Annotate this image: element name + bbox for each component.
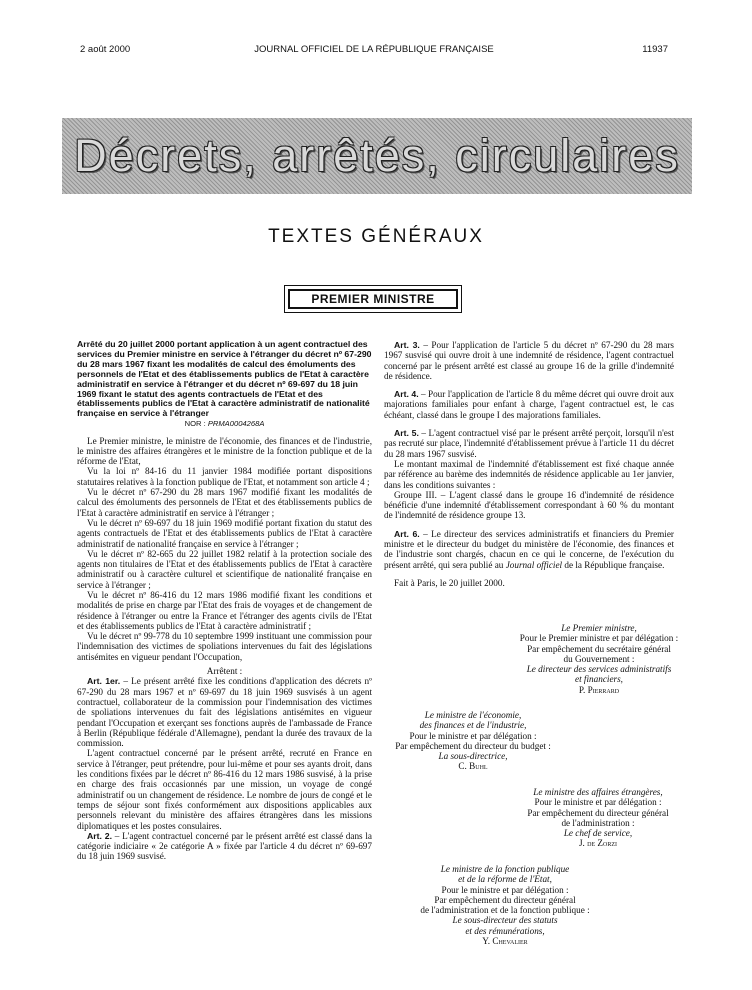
signature-premier-ministre bbox=[474, 623, 724, 695]
sig3-line: Le chef de service, bbox=[563, 828, 633, 839]
header-journal-title: JOURNAL OFFICIEL DE LA RÉPUBLIQUE FRANÇAISE bbox=[254, 44, 494, 55]
article-6-text: – Le directeur des services administratifs et financiers du Premier ministre et le directeur du budget du ministère de l'économie, des finances et de l'industrie sont chargés, chacun en ce qui le concerne, de l'exécution du présent arrêté, qui sera publié au bbox=[384, 528, 674, 570]
article-1 bbox=[77, 676, 372, 748]
sig1-line: Le directeur des services administratifs bbox=[526, 664, 672, 675]
visa-paragraph: Vu le décret nº 86-416 du 12 mars 1986 modifié fixant les conditions et modalités de prise en charge par l'Etat des frais de voyages et de changement de résidence à l'étranger ou entre la France et l'étranger des agents civils de l'Etat et des établissements publics de l'Etat à caractère administratif ; bbox=[77, 590, 372, 631]
ministry-title: PREMIER MINISTRE bbox=[288, 289, 458, 309]
article-3 bbox=[384, 340, 674, 381]
sig2-line: des finances et de l'industrie, bbox=[419, 720, 527, 731]
article-1-text: – Le présent arrêté fixe les conditions d'application des décrets nº 67-290 du 28 mars 1967 et nº 69-697 du 18 juin 1969 susvisés à un agent contractuel, collaborateur de la commission pour l'indemnisation des victimes de spoliations intervenues du fait des législations antisémites en vigueur pendant l'Occupation et exerçant ses fonctions auprès de l'ambassade de France à Berlin (République fédérale d'Allemagne), pendant la durée des travaux de la commission. bbox=[77, 676, 372, 749]
sig4-line: Le ministre de la fonction publique bbox=[440, 864, 570, 874]
article-6 bbox=[384, 529, 674, 570]
sig2-name: C. Buhl bbox=[458, 761, 488, 772]
article-5 bbox=[384, 428, 674, 459]
sig4-line: et de la réforme de l'Etat, bbox=[458, 874, 552, 885]
article-5-label: Art. 5. bbox=[394, 428, 419, 439]
banner-title: Décrets, arrêtés, circulaires bbox=[74, 130, 680, 181]
article-5-paragraph-3: Groupe III. – L'agent classé dans le groupe 16 d'indemnité de résidence bénéficie d'une indemnité d'établissement correspondant à 60 % du montant de l'indemnité de résidence groupe 13. bbox=[384, 489, 674, 521]
signature-ministre-affaires-etrangeres bbox=[488, 787, 708, 849]
signature-ministre-economie bbox=[363, 710, 583, 772]
page-header bbox=[80, 44, 668, 58]
sig4-line: Le sous-directeur des statuts bbox=[452, 915, 558, 926]
sig1-line: Le Premier ministre, bbox=[561, 623, 637, 633]
header-page-number: 11937 bbox=[642, 44, 668, 55]
nor-reference bbox=[77, 419, 372, 429]
article-4-text: – Pour l'application de l'article 8 du même décret qui ouvre droit aux majorations familiales pour enfant à charge, l'agent contractuel est, le cas échéant, classé dans le groupe I des majorations familiales. bbox=[384, 389, 674, 420]
left-column bbox=[77, 340, 372, 862]
sig2-line: Pour le ministre et par délégation : bbox=[409, 730, 537, 741]
sig1-line: Par empêchement du secrétaire général bbox=[527, 643, 671, 654]
article-2 bbox=[77, 831, 372, 862]
ministry-box bbox=[284, 285, 462, 313]
sig3-name: J. de Zorzi bbox=[578, 838, 618, 849]
article-6-label: Art. 6. bbox=[394, 528, 420, 539]
visa-paragraph: Vu la loi nº 84-16 du 11 janvier 1984 modifiée portant dispositions statutaires relatives à la fonction publique de l'Etat, et notamment son article 4 ; bbox=[77, 466, 372, 487]
sig1-line: et financiers, bbox=[575, 674, 623, 685]
preamble-paragraph: Le Premier ministre, le ministre de l'économie, des finances et de l'industrie, le ministre des affaires étrangères et le ministre de la fonction publique et de la réforme de l'Etat, bbox=[77, 435, 372, 467]
sig1-line: du Gouvernement : bbox=[563, 653, 635, 664]
article-1-label: Art. 1er. bbox=[87, 676, 121, 687]
article-5-paragraph-2: Le montant maximal de l'indemnité d'établissement est fixé chaque année par référence au barème des indemnités de résidence applicable au 1er janvier, dans les conditions suivantes : bbox=[384, 458, 674, 490]
sig4-line: et des rémunérations, bbox=[465, 925, 545, 936]
visa-paragraph: Vu le décret nº 69-697 du 18 juin 1969 modifié portant fixation du statut des agents contractuels de l'Etat et des établissements publics de l'Etat à caractère administratif de nationalité française en service à l'étranger ; bbox=[77, 517, 372, 549]
sig1-line: Pour le Premier ministre et par délégation : bbox=[519, 633, 679, 644]
done-at-line: Fait à Paris, le 20 juillet 2000. bbox=[394, 577, 505, 588]
sig3-line: Par empêchement du directeur général bbox=[527, 807, 669, 818]
sig1-name: P. Pierrard bbox=[578, 684, 620, 695]
article-4 bbox=[384, 389, 674, 420]
article-6-end: de la République française. bbox=[562, 559, 665, 570]
sig4-line: Pour le ministre et par délégation : bbox=[441, 884, 569, 895]
sig3-line: de l'administration : bbox=[561, 817, 635, 828]
sig4-name: Y. Chevalier bbox=[482, 936, 528, 947]
nor-label: NOR : bbox=[184, 419, 208, 429]
article-3-label: Art. 3. bbox=[394, 340, 420, 350]
sig2-line: Par empêchement du directeur du budget : bbox=[395, 740, 551, 751]
visa-paragraph: Vu le décret nº 99-778 du 10 septembre 1999 instituant une commission pour l'indemnisation des victimes de spoliations intervenues du fait des législations antisémites en vigueur pendant l'Occupation, bbox=[77, 631, 372, 662]
right-column bbox=[384, 340, 674, 588]
sig3-line: Le ministre des affaires étrangères, bbox=[533, 787, 663, 797]
section-title: TEXTES GÉNÉRAUX bbox=[268, 226, 484, 247]
sig4-line: Par empêchement du directeur général bbox=[434, 894, 576, 905]
arretent-line: Arrêtent : bbox=[206, 666, 243, 677]
sig4-line: de l'administration et de la fonction publique : bbox=[420, 905, 590, 916]
article-1-paragraph-2: L'agent contractuel concerné par le présent arrêté, recruté en France en service à l'étranger, peut prétendre, pour lui-même et pour ses ayants droit, dans les conditions fixées par le décret nº 86-416 du 12 mars 1986 susvisé, à la prise en charge des frais occasionnés par une mission, un voyage de congé administratif ou un changement de résidence. Le nombre de jours de congé et le temps de séjour sont fixés conformément aux dispositions applicables aux personnels relevant du ministère des affaires étrangères dans les missions diplomatiques et les postes consulaires. bbox=[77, 748, 372, 831]
article-2-label: Art. 2. bbox=[87, 830, 113, 841]
visa-paragraph: Vu le décret nº 67-290 du 28 mars 1967 modifié fixant les modalités de calcul des émoluments des personnels de l'Etat et des établissements publics de l'Etat à caractère administratif en service à l'étranger ; bbox=[77, 487, 372, 518]
section-banner bbox=[62, 118, 692, 194]
header-date: 2 août 2000 bbox=[80, 44, 131, 55]
sig2-line: Le ministre de l'économie, bbox=[424, 710, 522, 720]
decree-title: Arrêté du 20 juillet 2000 portant application à un agent contractuel des services du Premier ministre en service à l'étranger du décret nº 67-290 du 28 mars 1967 fixant les modalités de calcul des émoluments des personnels de l'Etat et des établissements publics de l'Etat à caractère administratif en service à l'étranger et du décret nº 69-697 du 18 juin 1969 fixant le statut des agents contractuels de l'Etat et des établissements publics de l'Etat à caractère administratif de nationalité française en service à l'étranger bbox=[77, 339, 372, 419]
journal-officiel-italic: Journal officiel bbox=[505, 559, 563, 570]
sig2-line: La sous-directrice, bbox=[438, 751, 508, 762]
article-4-label: Art. 4. bbox=[394, 389, 419, 400]
article-5-text: – L'agent contractuel visé par le présent arrêté perçoit, lorsqu'il n'est pas recruté sur place, l'indemnité d'établissement prévue à l'article 11 du décret du 28 mars 1967 susvisé. bbox=[384, 428, 675, 459]
article-3-text: – Pour l'application de l'article 5 du décret nº 67-290 du 28 mars 1967 susvisé qui ouvre droit à une indemnité de résidence, l'agent contractuel concerné par le présent arrêté est classé au groupe 16 de la grille d'indemnité de résidence. bbox=[384, 340, 675, 381]
article-2-text: – L'agent contractuel concerné par le présent arrêté est classé dans la catégorie indiciaire « 2e catégorie A » fixée par l'article 4 du décret nº 69-697 du 18 juin 1969 susvisé. bbox=[77, 830, 372, 862]
signature-ministre-fonction-publique bbox=[390, 864, 620, 946]
sig3-line: Pour le ministre et par délégation : bbox=[534, 797, 662, 808]
nor-code: PRMA0004268A bbox=[207, 419, 265, 429]
visa-paragraph: Vu le décret nº 82-665 du 22 juillet 1982 relatif à la protection sociale des agents non titulaires de l'Etat et des établissements publics de l'Etat à caractère administratif ou à caractère culturel et scientifique de nationalité française en service à l'étranger ; bbox=[77, 548, 372, 590]
